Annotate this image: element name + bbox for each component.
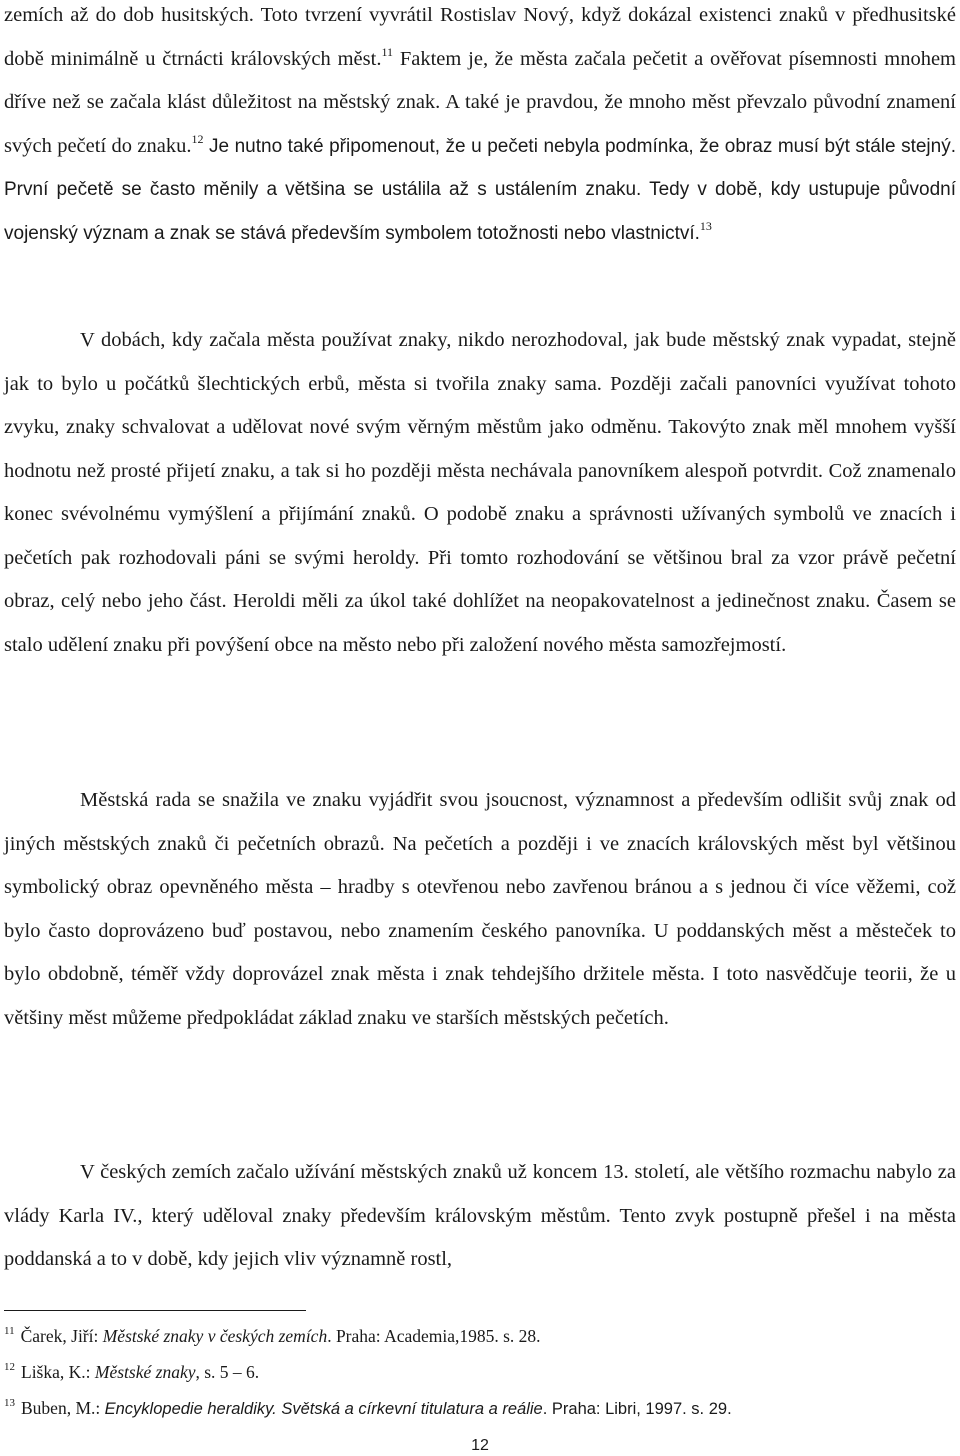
footnote-number: 13 xyxy=(4,1397,15,1409)
paragraph-1 xyxy=(4,0,956,255)
footnote-title: Encyklopedie heraldiky. Světská a církevní titulatura a reálie xyxy=(104,1400,543,1418)
footnote-details: , s. 5 – 6. xyxy=(195,1362,260,1382)
paragraph-4: V českých zemích začalo užívání městských znaků už koncem 13. století, ale většího rozmachu nabylo za vlády Karla IV., který uděloval znaky především královským městům. Tento zvyk postupně přešel i na města poddanská a to v době, kdy jejich vliv významně rostl, xyxy=(4,1161,956,1270)
footnote-author: Liška, K.: xyxy=(21,1362,95,1382)
footnote-ref-11: 11 xyxy=(381,44,394,59)
footnote-13 xyxy=(4,1394,944,1430)
footnote-details: . Praha: Libri, 1997. s. 29. xyxy=(542,1400,732,1418)
footnotes xyxy=(4,1322,944,1430)
paragraph-1-sentence-3: Je nutno také připomenout, že u pečeti nebyla podmínka, že obraz musí být stále stejný. První pečetě se často měnily a většina se ustálila až s ustálením znaku. Tedy v době, kdy ustupuje původní vojenský význam a znak se stává především symbolem totožnosti nebo vlastnictví. xyxy=(4,135,957,244)
footnote-11 xyxy=(4,1322,944,1358)
paragraph-1-sentence-1: zemích až do dob husitských. Toto tvrzení vyvrátil Rostislav Nový, když dokázal existenci znaků v předhusitské době minimálně u čtrnácti královských měst. xyxy=(4,4,956,70)
paragraph-2: V dobách, kdy začala města používat znaky, nikdo nerozhodoval, jak bude městský znak vypadat, stejně jak to bylo u počátků šlechtických erbů, města si tvořila znaky sama. Později začali panovníci využívat tohoto zvyku, znaky schvalovat a udělovat nové svým věrným městům jako odměnu. Takovýto znak měl mnohem vyšší hodnotu než prosté přijetí znaku, a tak si ho později města nechávala panovníkem alespoň potvrdit. Což znamenalo konec svévolnému vymýšlení a přijímání znaků. O podobě znaku a správnosti užívaných symbolů ve znacích i pečetích pak rozhodovali páni se svými heroldy. Při tomto rozhodování se většinou bral za vzor právě pečetní obraz, celý nebo jeho část. Heroldi měli za úkol také dohlížet na neopakovatelnost a jedinečnost znaku. Časem se stalo udělení znaku při povýšení obce na město nebo při založení nového města samozřejmostí. xyxy=(4,329,956,656)
footnote-12 xyxy=(4,1358,944,1394)
page-number: 12 xyxy=(471,1437,489,1454)
footnote-title: Městské znaky v českých zemích xyxy=(102,1326,328,1346)
paragraph-1-sentence-2: Faktem je, že města začala pečetit a ověřovat písemnosti mnohem dříve než se začala klást důležitost na městský znak. A také je pravdou, že mnoho měst převzalo původní znamení svých pečetí do znaku. xyxy=(4,47,956,157)
footnote-number: 12 xyxy=(4,1361,15,1373)
footnote-author: Čarek, Jiří: xyxy=(20,1326,103,1346)
paragraph-3: Městská rada se snažila ve znaku vyjádřit svou jsoucnost, významnost a především odlišit svůj znak od jiných městských znaků či pečetních obrazů. Na pečetích a později i ve znacích královských měst byl většinou symbolický obraz opevněného města – hradby s otevřenou nebo zavřenou bránou a s jednou či více věžemi, což bylo často doprovázeno buď postavou, nebo znamením českého panovníka. U poddanských měst a městeček to bylo obdobně, téměř vždy doprovázel znak města i znak tehdejšího držitele města. I toto nasvědčuje teorii, že u většiny měst můžeme předpokládat základ znaku ve starších městských pečetích. xyxy=(4,789,956,1029)
footnote-ref-13: 13 xyxy=(699,218,712,233)
footnote-separator xyxy=(4,1310,306,1311)
footnote-details: . Praha: Academia,1985. s. 28. xyxy=(327,1326,541,1346)
footnote-title: Městské znaky xyxy=(94,1362,196,1382)
footnote-number: 11 xyxy=(4,1325,15,1337)
footnote-ref-12: 12 xyxy=(191,131,204,146)
footnote-author: Buben, M.: xyxy=(21,1398,105,1418)
